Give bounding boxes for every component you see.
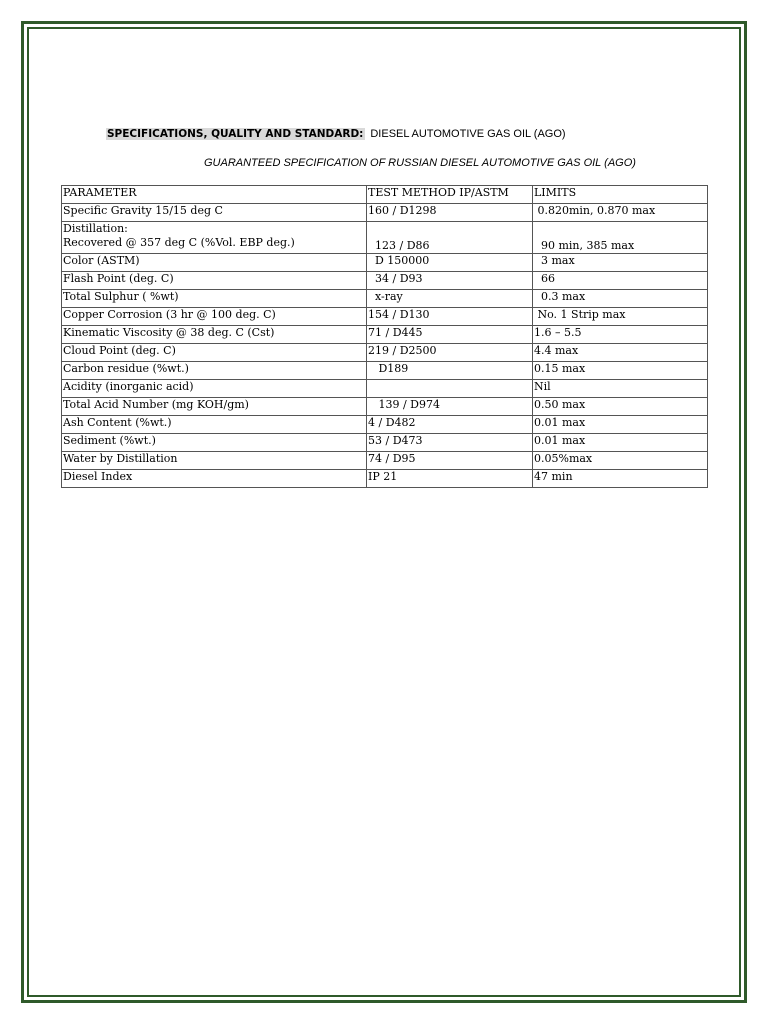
header-limits: LIMITS (533, 186, 708, 204)
cell-limits: 0.15 max (533, 362, 708, 380)
table-row (62, 416, 708, 434)
cell-parameter: Cloud Point (deg. C) (62, 344, 367, 362)
cell-limits: 0.3 max (533, 290, 708, 308)
heading-value: DIESEL AUTOMOTIVE GAS OIL (AGO) (370, 128, 566, 140)
cell-test-method: 154 / D130 (367, 308, 533, 326)
table-header-row (62, 186, 708, 204)
table-row (62, 254, 708, 272)
table-row (62, 344, 708, 362)
cell-limits: 0.50 max (533, 398, 708, 416)
table-row (62, 222, 708, 254)
cell-test-method: IP 21 (367, 470, 533, 488)
cell-test-method: D189 (367, 362, 533, 380)
cell-parameter: Water by Distillation (62, 452, 367, 470)
cell-parameter: Kinematic Viscosity @ 38 deg. C (Cst) (62, 326, 367, 344)
document-heading (106, 128, 566, 140)
cell-test-method: 34 / D93 (367, 272, 533, 290)
cell-limits: 0.01 max (533, 434, 708, 452)
cell-limits: 3 max (533, 254, 708, 272)
cell-limits: 66 (533, 272, 708, 290)
cell-parameter: Total Sulphur ( %wt) (62, 290, 367, 308)
cell-limits: 0.820min, 0.870 max (533, 204, 708, 222)
cell-limits: 0.05%max (533, 452, 708, 470)
table-row (62, 452, 708, 470)
cell-test-method: x-ray (367, 290, 533, 308)
cell-parameter: Acidity (inorganic acid) (62, 380, 367, 398)
cell-parameter: Specific Gravity 15/15 deg C (62, 204, 367, 222)
cell-parameter (62, 222, 367, 254)
table-row (62, 470, 708, 488)
table-row (62, 326, 708, 344)
cell-parameter: Copper Corrosion (3 hr @ 100 deg. C) (62, 308, 367, 326)
cell-parameter: Total Acid Number (mg KOH/gm) (62, 398, 367, 416)
cell-limits: 90 min, 385 max (533, 222, 708, 254)
cell-limits: 1.6 – 5.5 (533, 326, 708, 344)
cell-parameter: Sediment (%wt.) (62, 434, 367, 452)
cell-test-method: 160 / D1298 (367, 204, 533, 222)
cell-test-method (367, 380, 533, 398)
cell-test-method: 4 / D482 (367, 416, 533, 434)
cell-parameter: Color (ASTM) (62, 254, 367, 272)
document-subheading: GUARANTEED SPECIFICATION OF RUSSIAN DIESEL AUTOMOTIVE GAS OIL (AGO) (204, 157, 636, 169)
cell-test-method: 123 / D86 (367, 222, 533, 254)
table-row (62, 434, 708, 452)
cell-limits: 0.01 max (533, 416, 708, 434)
cell-parameter: Ash Content (%wt.) (62, 416, 367, 434)
table-row (62, 380, 708, 398)
page-border-inner (27, 27, 741, 997)
cell-limits: No. 1 Strip max (533, 308, 708, 326)
specification-table (61, 185, 708, 488)
table-row (62, 308, 708, 326)
table-row (62, 290, 708, 308)
table-row (62, 362, 708, 380)
cell-parameter: Carbon residue (%wt.) (62, 362, 367, 380)
cell-parameter-line1: Distillation: (63, 222, 128, 235)
table-row (62, 204, 708, 222)
cell-test-method: 53 / D473 (367, 434, 533, 452)
cell-limits: Nil (533, 380, 708, 398)
cell-test-method: 74 / D95 (367, 452, 533, 470)
table-row (62, 398, 708, 416)
cell-parameter: Flash Point (deg. C) (62, 272, 367, 290)
cell-test-method: 219 / D2500 (367, 344, 533, 362)
cell-limits: 47 min (533, 470, 708, 488)
header-test-method: TEST METHOD IP/ASTM (367, 186, 533, 204)
cell-test-method: D 150000 (367, 254, 533, 272)
table-row (62, 272, 708, 290)
cell-test-method: 71 / D445 (367, 326, 533, 344)
cell-parameter-line2: Recovered @ 357 deg C (%Vol. EBP deg.) (63, 236, 295, 249)
heading-label: SPECIFICATIONS, QUALITY AND STANDARD: (107, 128, 364, 140)
header-parameter: PARAMETER (62, 186, 367, 204)
cell-parameter: Diesel Index (62, 470, 367, 488)
cell-limits: 4.4 max (533, 344, 708, 362)
cell-test-method: 139 / D974 (367, 398, 533, 416)
